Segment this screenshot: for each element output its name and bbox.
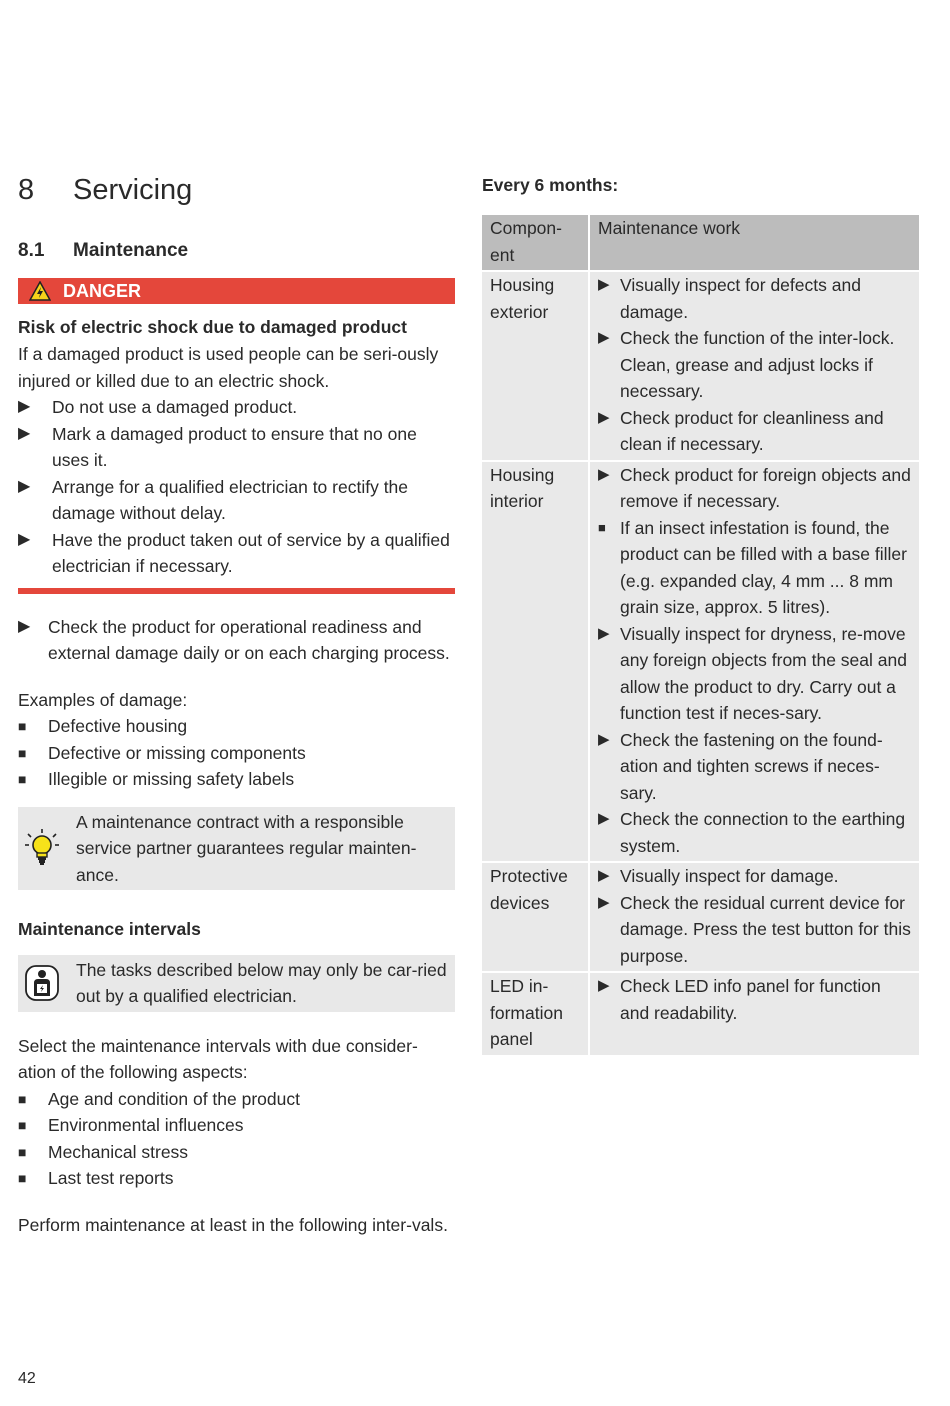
task-item: ▶ Visually inspect for dryness, re-move any foreign objects from the seal and allow the product to dry. Carry out a function test if neces-sary. [598,621,911,727]
section-title: Maintenance [73,240,189,261]
tasks-cell [590,861,919,971]
component-cell: LED in-formation panel [482,971,590,1055]
qualified-electrician-icon [24,964,60,1002]
chapter-title: Servicing [73,174,193,206]
list-item: ■ Illegible or missing safety labels [18,766,455,793]
task-item: ▶ Visually inspect for defects and damage. [598,272,911,325]
tasks-cell [590,460,919,862]
maintenance-table [482,215,919,1055]
list-item: ▶ Arrange for a qualified electrician to rectify the damage without delay. [18,474,455,527]
tip-note-text: A maintenance contract with a responsible service partner guarantees regular mainten-ance. [76,811,417,885]
chapter-heading [18,168,455,212]
component-cell: Housing interior [482,460,590,862]
table-row [482,460,919,862]
list-item: ▶ Do not use a damaged product. [18,394,455,421]
table-row [482,861,919,971]
lightbulb-icon [24,828,60,868]
table-row [482,270,919,460]
header-maintenance-work: Maintenance work [590,215,919,270]
check-step: ▶ Check the product for operational readiness and external damage daily or on each charging process. [18,614,455,667]
list-item: ■ Age and condition of the product [18,1086,455,1113]
list-item: ■ Last test reports [18,1165,455,1192]
table-caption: Every 6 months: [482,175,619,195]
examples-intro: Examples of damage: [18,689,188,710]
task-item: ▶ Check LED info panel for function and readability. [598,973,911,1026]
task-item: ▶ Visually inspect for damage. [598,863,911,890]
danger-label: DANGER [63,280,142,301]
component-cell: Protective devices [482,861,590,971]
table-header-row [482,215,919,270]
task-item: ▶ Check the fastening on the found-ation and tighten screws if neces-sary. [598,727,911,807]
task-item: ▶ Check product for foreign objects and remove if necessary. [598,462,911,515]
list-item: ■ Environmental influences [18,1112,455,1139]
task-item: ▶ Check the function of the inter-lock. Clean, grease and adjust locks if necessary. [598,325,911,405]
section-number: 8.1 [18,240,45,261]
danger-banner [18,278,455,304]
intervals-outro: Perform maintenance at least in the following inter-vals. [18,1214,448,1235]
table-row [482,971,919,1055]
task-item: ▶ Check the residual current device for damage. Press the test button for this purpose. [598,890,911,970]
list-item: ■ Defective housing [18,713,455,740]
section-heading [18,238,455,264]
tip-note [18,807,455,891]
examples-list [18,713,455,793]
chapter-number: 8 [18,174,35,206]
tasks-cell [590,971,919,1055]
tasks-cell [590,270,919,460]
component-cell: Housing exterior [482,270,590,460]
left-column [18,168,455,1238]
aspects-list [18,1086,455,1192]
intervals-intro: Select the maintenance intervals with due consider-ation of the following aspects: [18,1035,418,1082]
danger-body: If a damaged product is used people can be seri-ously injured or killed due to an electric shock. [18,344,439,391]
header-component: Compon-ent [482,215,590,270]
electrician-note-text: The tasks described below may only be car-ried out by a qualified electrician. [76,959,447,1006]
electrician-note [18,955,455,1012]
task-item: ▶ Check product for cleanliness and clean if necessary. [598,405,911,458]
task-item: ▶ Check the connection to the earthing system. [598,806,911,859]
page-number: 42 [18,1370,36,1387]
warning-lightning-icon [29,281,51,301]
list-item: ■ Defective or missing components [18,740,455,767]
list-item: ▶ Mark a damaged product to ensure that no one uses it. [18,421,455,474]
list-item: ▶ Have the product taken out of service by a qualified electrician if necessary. [18,527,455,580]
intervals-heading: Maintenance intervals [18,919,201,939]
task-item: ■ If an insect infestation is found, the product can be filled with a base filler (e.g. expanded clay, 4 mm ... 8 mm grain size, approx. 5 litres). [598,515,911,621]
danger-action-list [18,394,455,580]
list-item: ■ Mechanical stress [18,1139,455,1166]
right-column [482,168,919,1055]
check-step-list [18,614,455,667]
danger-title: Risk of electric shock due to damaged product [18,317,407,337]
